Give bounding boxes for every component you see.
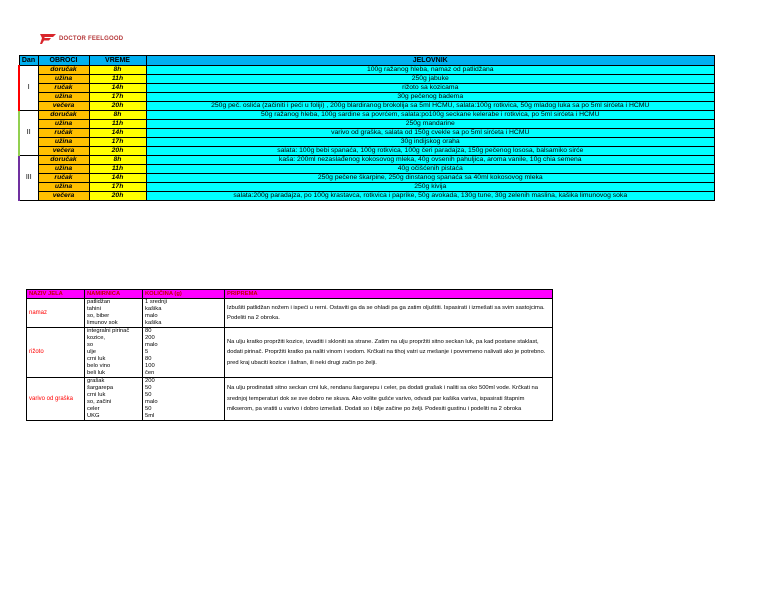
recipes-table: [26, 289, 553, 421]
meal-name: ručak: [38, 174, 89, 183]
ingredient: UKG: [87, 413, 100, 419]
meal-description: 40g očišćenih pistaća: [146, 165, 715, 174]
meal-time: 14h: [89, 174, 146, 183]
meal-plan-table: [18, 55, 715, 201]
meal-name: ručak: [38, 84, 89, 93]
ingredient: ulje: [87, 349, 97, 355]
meal-description: 30g pečenog badema: [146, 93, 715, 102]
meal-name: užina: [38, 120, 89, 129]
meal-description: varivo od graška, salata od 150g cvekle sa po 5ml sirćeta i HCMU: [146, 129, 715, 138]
meal-time: 11h: [89, 120, 146, 129]
meal-time: 8h: [89, 111, 146, 120]
meal-row: [19, 93, 715, 102]
recipes-header-cell: NAMIRNICA: [85, 290, 143, 299]
recipe-preparation: Na ulju prodinstati sitno seckan crni luk, rendanu šargarepu i celer, pa dodati grašak i naliti sa oko 500ml vode. Krčkati na srednjoj temperaturi dok se sve dobro ne skuva. Ako volite gušće varivo, odvadi par kašika variva, ispasirati štapnim mikserom, pa vratiti u varivo i dobro izmešati. Dodati so i bilje začine po želji. Podesiti gustinu i podeliti na 2 obroka: [225, 378, 553, 421]
amount: 5ml: [145, 413, 155, 419]
amount: 80: [145, 328, 152, 334]
amount: 1 srednji: [145, 299, 167, 305]
ingredient: so, začini: [87, 399, 112, 405]
ingredient: so: [87, 342, 94, 348]
meal-description: 100g ražanog hleba, namaz od patlidžana: [146, 66, 715, 75]
amount: 50: [145, 385, 152, 391]
recipe-name: rižoto: [27, 328, 85, 378]
ingredient-list: [85, 378, 143, 421]
amount: 200: [145, 378, 155, 384]
meal-time: 8h: [89, 156, 146, 165]
meal-time: 8h: [89, 66, 146, 75]
recipes-header-cell: PRIPREMA: [225, 290, 553, 299]
meal-time: 17h: [89, 93, 146, 102]
meal-name: doručak: [38, 66, 89, 75]
amount-list: [143, 378, 225, 421]
day-label: II: [19, 111, 38, 156]
meal-name: doručak: [38, 156, 89, 165]
meal-row: [19, 84, 715, 93]
meal-name: večera: [38, 192, 89, 201]
amount: 5: [145, 349, 149, 355]
meal-description: 30g indijskog oraha: [146, 138, 715, 147]
meal-time: 11h: [89, 75, 146, 84]
recipe-name: varivo od graška: [27, 378, 85, 421]
recipe-preparation: Izbušiti patlidžan nožem i ispeći u rerni. Ostaviti ga da se ohladi pa ga zatim oljuštiti. Ispasirati i izmešati sa svim sastojcima. Podeliti na 2 obroka.: [225, 299, 553, 328]
meal-row: [19, 120, 715, 129]
amount: 50: [145, 392, 152, 398]
meal-name: užina: [38, 75, 89, 84]
ingredient: šargarepa: [87, 385, 114, 391]
meal-description: 250g peč. oslića (začiniti i peći u foliji) , 200g blardiranog brokolija sa 5ml HCMU, salata:100g rotkvica, 50g mladog luka sa po 5ml sirćeta i HCMU: [146, 102, 715, 111]
recipe-row: [27, 378, 553, 421]
amount: 80: [145, 356, 152, 362]
meal-time: 20h: [89, 147, 146, 156]
meal-name: užina: [38, 165, 89, 174]
meal-description: 250g pečene škarpine, 250g dinstanog spanaća sa 40ml kokosovog mleka: [146, 174, 715, 183]
meal-row: [19, 129, 715, 138]
amount: kašika: [145, 320, 162, 326]
ingredient: so, biber: [87, 313, 110, 319]
meal-time: 20h: [89, 192, 146, 201]
meal-time: 14h: [89, 129, 146, 138]
ingredient: patlidžan: [87, 299, 111, 305]
recipe-name: namaz: [27, 299, 85, 328]
meal-description: kaša: 200ml nezaslađenog kokosovog mleka, 40g ovsenih pahuljica, aroma vanile, 10g chia semena: [146, 156, 715, 165]
day-label: I: [19, 66, 38, 111]
meal-description: 50g ražanog hleba, 100g sardine sa povrćem, salata:po100g seckane kelerabe i rotkvica, po 5ml sirćeta i HCMU: [146, 111, 715, 120]
meal-row: [19, 111, 715, 120]
meal-description: rižoto sa kozicama: [146, 84, 715, 93]
ingredient: tahini: [87, 306, 101, 312]
meal-row: [19, 183, 715, 192]
meal-name: večera: [38, 147, 89, 156]
ingredient: crni luk: [87, 392, 106, 398]
amount: kašika: [145, 306, 162, 312]
meal-row: [19, 102, 715, 111]
meal-time: 14h: [89, 84, 146, 93]
ingredient: grašak: [87, 378, 105, 384]
meal-name: užina: [38, 183, 89, 192]
meal-time: 11h: [89, 165, 146, 174]
day-label: III: [19, 156, 38, 201]
amount-list: [143, 328, 225, 378]
meal-row: [19, 138, 715, 147]
amount: 50: [145, 406, 152, 412]
ingredient: kozice,: [87, 335, 106, 341]
meal-description: salata: 100g bebi spanaća, 100g rotkvica, 100g čeri paradajza, 150g pečenog lososa, balsamiko sirće: [146, 147, 715, 156]
ingredient: integralni pirinač: [87, 328, 130, 334]
meal-name: ručak: [38, 129, 89, 138]
meal-time: 17h: [89, 183, 146, 192]
header-cell: OBROCI: [38, 56, 89, 66]
meal-row: [19, 66, 715, 75]
logo-icon: [40, 34, 56, 44]
amount-list: [143, 299, 225, 328]
amount: malo: [145, 399, 158, 405]
amount: malo: [145, 342, 158, 348]
ingredient: crni luk: [87, 356, 106, 362]
meal-plan-header-row: [19, 56, 715, 66]
meal-row: [19, 174, 715, 183]
meal-time: 20h: [89, 102, 146, 111]
meal-description: 250g mandarine: [146, 120, 715, 129]
recipes-header-row: [27, 290, 553, 299]
recipes-header-cell: KOLIČINA (g): [143, 290, 225, 299]
recipe-row: [27, 328, 553, 378]
meal-name: užina: [38, 93, 89, 102]
header-cell: JELOVNIK: [146, 56, 715, 66]
ingredient: celer: [87, 406, 100, 412]
amount: čen: [145, 370, 155, 376]
recipe-row: [27, 299, 553, 328]
meal-name: doručak: [38, 111, 89, 120]
meal-name: užina: [38, 138, 89, 147]
ingredient-list: [85, 328, 143, 378]
ingredient-list: [85, 299, 143, 328]
meal-time: 17h: [89, 138, 146, 147]
meal-row: [19, 165, 715, 174]
recipes-header-cell: NAZIV JELA: [27, 290, 85, 299]
meal-row: [19, 156, 715, 165]
amount: 100: [145, 363, 155, 369]
header-cell: Dan: [19, 56, 38, 66]
meal-row: [19, 192, 715, 201]
ingredient: limunov sok: [87, 320, 118, 326]
meal-row: [19, 147, 715, 156]
recipe-preparation: Na ulju kratko propržiti kozice, izvaditi i skloniti sa strane. Zatim na ulju propržiti sitno seckan luk, pa kad postane staklast, dodati pirinač. Propržiti kratko pa naliti vinom i vodom. Krčkati na tihoj vatri uz mešanje i povremeno nalivati ako je potrebno. pred kraj ubaciti kozice i šafran, ili neki drugi začin po želji.: [225, 328, 553, 378]
meal-description: 250g jabuke: [146, 75, 715, 84]
amount: 200: [145, 335, 155, 341]
ingredient: belo vino: [87, 363, 111, 369]
brand-logo: [40, 34, 123, 44]
ingredient: beli luk: [87, 370, 106, 376]
meal-name: večera: [38, 102, 89, 111]
meal-description: 250g kivija: [146, 183, 715, 192]
amount: malo: [145, 313, 158, 319]
brand-name: DOCTOR FEELGOOD: [59, 36, 124, 42]
meal-row: [19, 75, 715, 84]
header-cell: VREME: [89, 56, 146, 66]
meal-description: salata:200g paradajza, po 100g krastavca, rotkvica i paprike, 50g avokada, 130g tune, 30g zelenih maslina, kašika limunovog soka: [146, 192, 715, 201]
